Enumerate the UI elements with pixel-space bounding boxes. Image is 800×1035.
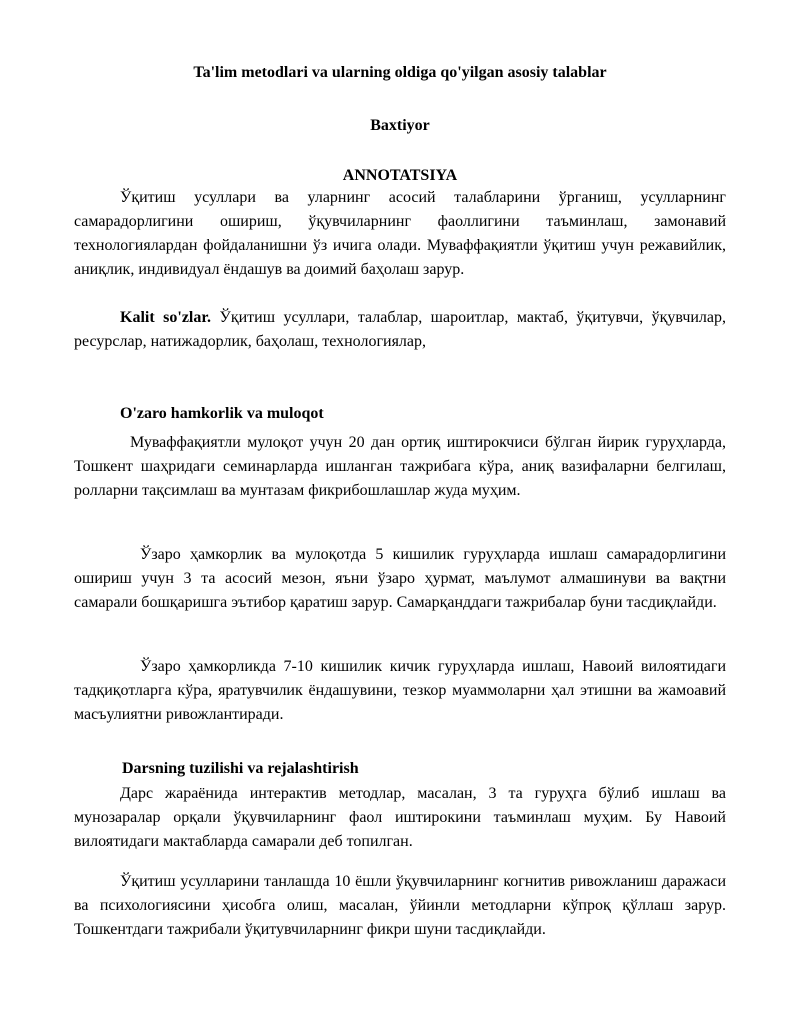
keywords-paragraph — [74, 306, 726, 354]
paragraph: Ўқитиш усулларини танлашда 10 ёшли ўқувчиларнинг когнитив ривожланиш даражаси ва психологиясини ҳисобга олиш, масалан, ўйинли методларни кўпроқ қўллаш зарур. Тошкентдаги тажрибали ўқитувчиларнинг фикри шуни тасдиқлайди. — [74, 873, 726, 938]
paragraph: Муваффақиятли мулоқот учун 20 дан ортиқ иштирокчиси бўлган йирик гуруҳларда, Тошкент шаҳридаги семинарларда ишланган тажрибага кўра, аниқ вазифаларни белгилаш, ролларни тақсимлаш ва мунтазам фикрибошлашлар жуда муҳим. — [74, 434, 726, 499]
document-title: Ta'lim metodlari va ularning oldiga qo'yilgan asosiy talablar — [193, 64, 607, 81]
section-heading-cooperation: O'zaro hamkorlik va muloqot — [120, 405, 324, 422]
annotation-heading: ANNOTATSIYA — [342, 167, 458, 184]
section-heading-lesson-structure: Darsning tuzilishi va rejalashtirish — [122, 760, 359, 777]
paragraph: Ўзаро ҳамкорлик ва мулоқотда 5 кишилик гуруҳларда ишлаш самарадорлигини ошириш учун 3 та асосий мезон, яъни ўзаро ҳурмат, маълумот алмашинуви ва вақтни самарали бошқаришга эътибор қаратиш зарур. Самарқанддаги тажрибалар буни тасдиқлайди. — [74, 546, 726, 611]
keywords-text: Ўқитиш усуллари, талаблар, шароитлар, мактаб, ўқитувчи, ўқувчилар, ресурслар, натижадорлик, баҳолаш, технологиялар, — [74, 309, 727, 350]
author-name: Baxtiyor — [370, 117, 430, 134]
keywords-label: Kalit so'zlar. — [120, 309, 212, 326]
paragraph: Ўзаро ҳамкорликда 7-10 кишилик кичик гуруҳларда ишлаш, Навоий вилоятидаги тадқиқотларга кўра, яратувчилик ёндашувини, тезкор муаммоларни ҳал этишни ва жамоавий масъулиятни ривожлантиради. — [74, 658, 726, 723]
paragraph: Дарс жараёнида интерактив методлар, масалан, 3 та гуруҳга бўлиб ишлаш ва мунозаралар орқали ўқувчиларнинг фаол иштирокини таъминлаш муҳим. Бу Навоий вилоятидаги мактабларда самарали деб топилган. — [74, 785, 726, 850]
annotation-text: Ўқитиш усуллари ва уларнинг асосий талабларини ўрганиш, усулларнинг самарадорлигини ошириш, ўқувчиларнинг фаоллигини таъминлаш, замонавий технологиялардан фойдаланишни ўз ичига олади. Муваффақиятли ўқитиш учун режавийлик, аниқлик, индивидуал ёндашув ва доимий баҳолаш зарур. — [74, 189, 726, 278]
